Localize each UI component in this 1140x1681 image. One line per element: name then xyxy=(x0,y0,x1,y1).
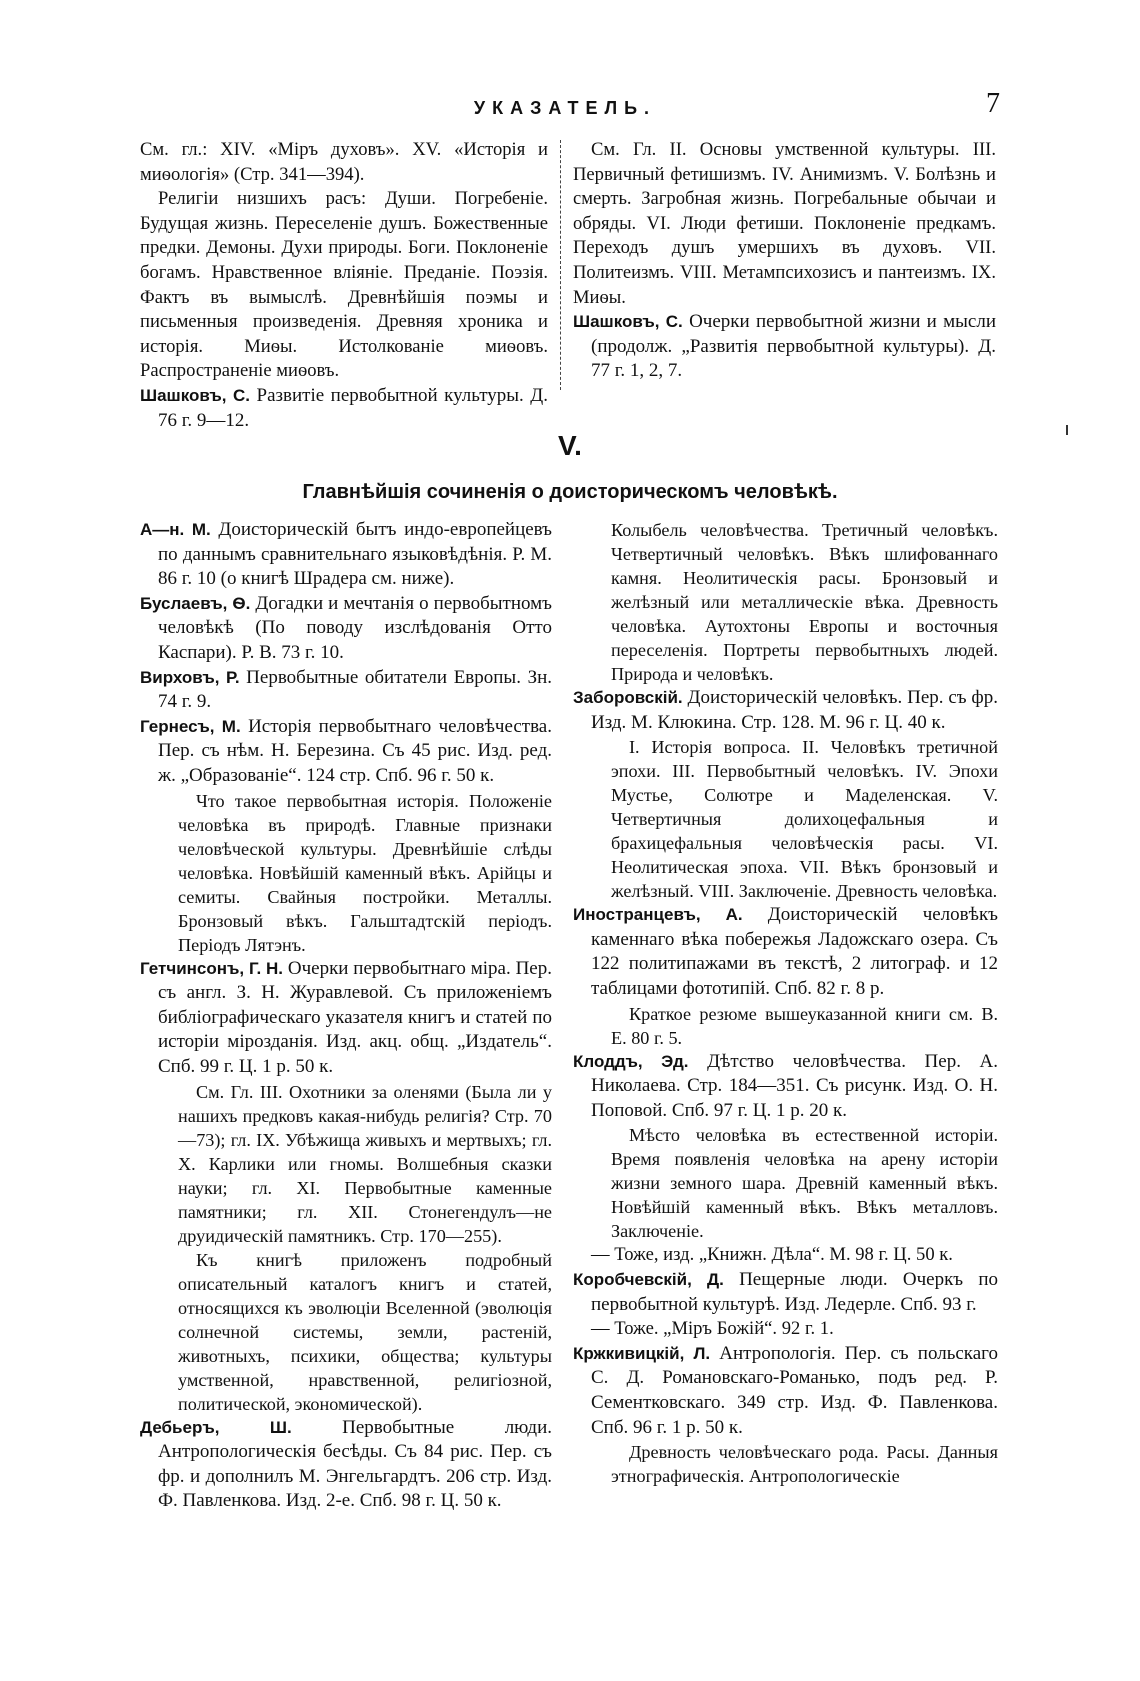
entry-text: I. Исторія вопроса. II. Человѣкъ третичной эпохи. III. Первобытный человѣкъ. IV. Эпохи Мустье, Солютре и Маделенская. V. Четвертичныя долихоцефальныя и брахицефальныя человѣческія расы. VI. Неолитическая эпоха. VII. Вѣкъ бронзовый и желѣзный. VIII. Заключеніе. Древность человѣка. xyxy=(611,737,998,902)
top-right-column xyxy=(573,138,996,384)
entry-text: Исторія первобытнаго человѣчества. Пер. съ нѣм. Н. Березина. Съ 45 рис. Изд. ред. ж. „Образованіе“. 124 стр. Спб. 96 г. 50 к. xyxy=(158,715,552,786)
main-right-column xyxy=(573,518,998,1488)
annotation-text xyxy=(140,1248,552,1416)
entry-text: Развитіе первобытной культуры. Д. 76 г. 9—12. xyxy=(158,384,548,431)
bibliography-entry xyxy=(140,518,552,592)
entry-author: Коробчевскій, Д. xyxy=(573,1269,724,1289)
bibliography-entry xyxy=(140,592,552,666)
bibliography-entry xyxy=(140,666,552,715)
entry-text: Древность человѣческаго рода. Расы. Данныя этнографическія. Антропологическіе xyxy=(611,1442,998,1487)
entry-author: А—н. М. xyxy=(140,520,211,539)
annotation-text xyxy=(140,187,548,384)
entry-text: Первобытные обитатели Европы. Зн. 74 г. 9. xyxy=(158,666,553,713)
entry-text: Антропологія. Пер. съ польскаго С. Д. Романовскаго-Романько, подъ ред. Р. Сементковскаго. 349 стр. Изд. Ф. Павленкова. Спб. 96 г. 1 р. 50 к. xyxy=(591,1342,998,1438)
bibliography-entry xyxy=(140,957,552,1080)
entry-text: Первобытные люди. Антропологическія бесѣды. Съ 84 рис. Пер. съ фр. и дополнилъ М. Энгельгардтъ. 206 стр. Изд. Ф. Павленкова. Изд. 2-е. Спб. 98 г. Ц. 50 к. xyxy=(158,1416,552,1512)
entry-text: Что такое первобытная исторія. Положеніе человѣка въ природѣ. Главные признаки человѣческой культуры. Древнѣйшіе слѣды человѣка. Новѣйшій каменный вѣкъ. Арійцы и семиты. Свайныя постройки. Металлы. Бронзовый вѣкъ. Гальштадтскій періодъ. Періодъ Лятэнъ. xyxy=(178,790,552,955)
entry-text: Очерки первобытной жизни и мысли (продолж. „Развитія первобытной культуры). Д. 77 г. 1, 2, 7. xyxy=(591,311,996,382)
entry-author: Кржкивицкій, Л. xyxy=(573,1343,711,1363)
main-left-column xyxy=(140,518,552,1514)
page-header xyxy=(130,88,1000,122)
entry-author: Заборовскій. xyxy=(573,688,683,707)
entry-text: См. Гл. III. Охотники за оленями (Была ли у нашихъ предковъ какая-нибудь религія? Стр. 70—73); гл. IX. Убѣжища живыхъ и мертвыхъ; гл. X. Карлики или гномы. Волшебныя сказки науки; гл. XI. Первобытные каменные памятники; гл. XII. Стонегендулъ—не друидическій памятникъ. Стр. 170—255). xyxy=(178,1081,552,1246)
annotation-text xyxy=(140,138,548,187)
bibliography-entry xyxy=(140,1416,552,1514)
annotation-text xyxy=(573,138,996,310)
entry-text: — Тоже. „Міръ Божій“. 92 г. 1. xyxy=(591,1318,834,1340)
entry-text: Доисторическій бытъ индо-европейцевъ по даннымъ сравнительнаго языковѣдѣнія. Р. М. 86 г. 10 (о книгѣ Шрадера см. ниже). xyxy=(158,519,553,590)
entry-text: Мѣсто человѣка въ естественной исторіи. Время появленія человѣка на арену исторіи жизни земного шара. Древній каменный вѣкъ. Новѣйшій каменный вѣкъ. Вѣкъ металловъ. Заключеніе. xyxy=(611,1125,998,1242)
entry-text: — Тоже, изд. „Книжн. Дѣла“. М. 98 г. Ц. 50 к. xyxy=(591,1244,953,1266)
entry-author: Вирховъ, Р. xyxy=(140,667,240,687)
entry-author: Клоддъ, Эд. xyxy=(573,1051,689,1071)
annotation-text xyxy=(573,1243,998,1268)
column-divider xyxy=(560,140,561,390)
bibliography-entry xyxy=(573,1050,998,1124)
entry-text: Дѣтство человѣчества. Пер. А. Николаева. Стр. 184—351. Съ рисунк. Изд. О. Н. Поповой. Спб. 97 г. Ц. 1 р. 20 к. xyxy=(591,1050,999,1121)
annotation-text xyxy=(140,789,552,957)
section-title: Главнѣйшія сочиненія о доисторическомъ человѣкѣ. xyxy=(302,481,838,503)
entry-text: Къ книгѣ приложенъ подробный описательный каталогъ книгъ и статей, относящихся къ эволюціи Вселенной (эволюція солнечной системы, земли, растеній, животныхъ, психики, общества; культуры умственной, нравственной, религіозной, политической, экономической). xyxy=(178,1249,552,1414)
entry-author: Гернесъ, М. xyxy=(140,716,241,736)
bibliography-entry xyxy=(573,686,998,735)
entry-text: Доисторическій человѣкъ. Пер. съ фр. Изд. М. Клюкина. Стр. 128. М. 96 г. Ц. 40 к. xyxy=(591,687,998,733)
entry-text: Краткое резюме вышеуказанной книги см. В. Е. 80 г. 5. xyxy=(611,1003,998,1048)
annotation-text xyxy=(573,1002,998,1050)
entry-author: Шашковъ, С. xyxy=(140,385,250,405)
section-number: V. xyxy=(558,430,582,461)
bibliography-entry xyxy=(140,715,552,789)
annotation-text xyxy=(573,1317,998,1342)
entry-text: Догадки и мечтанія о первобытномъ человѣкѣ (По поводу изслѣдованія Отто Каспари). Р. В. 73 г. 10. xyxy=(158,592,552,663)
page-number: 7 xyxy=(986,88,1000,119)
entry-text: Религіи низшихъ расъ: Души. Погребеніе. Будущая жизнь. Переселеніе душъ. Божественные предки. Демоны. Духи природы. Боги. Поклоненіе богамъ. Нравственное вліяніе. Преданіе. Поэзія. Фактъ въ вымыслѣ. Древнѣйшія поэмы и письменныя произведенія. Древняя хроника и исторія. Миѳы. Истолкованіе миѳовъ. Распространеніе миѳовъ. xyxy=(140,188,548,382)
bibliography-entry xyxy=(573,310,996,384)
entry-author: Гетчинсонъ, Г. Н. xyxy=(140,958,284,978)
entry-author: Шашковъ, С. xyxy=(573,312,683,332)
annotation-text xyxy=(140,1080,552,1248)
entry-text: Доисторическій человѣкъ каменнаго вѣка побережья Ладожскаго озера. Съ 122 политипажами въ текстѣ, 2 литограф. и 12 таблицами фототипій. Спб. 82 г. 8 р. xyxy=(591,904,999,999)
entry-text: См. гл.: XIV. «Міръ духовъ». XV. «Исторія и миѳологія» (Стр. 341—394). xyxy=(140,139,548,185)
top-left-column xyxy=(140,138,548,433)
entry-text: См. Гл. II. Основы умственной культуры. III. Первичный фетишизмъ. IV. Анимизмъ. V. Болѣзнь и смерть. Загробная жизнь. Погребальные обычаи и обряды. VI. Люди фетиши. Поклоненіе предкамъ. Переходъ душъ умершихъ въ духовъ. VII. Политеизмъ. VIII. Метампсихозисъ и пантеизмъ. IX. Миѳы. xyxy=(573,139,996,308)
entry-author: Дебьеръ, Ш. xyxy=(140,1417,292,1437)
bibliography-entry xyxy=(573,1342,998,1440)
entry-text: Колыбель человѣчества. Третичный человѣкъ. Четвертичный человѣкъ. Вѣкъ шлифованнаго камня. Неолитическія расы. Бронзовый и желѣзный или металлическіе вѣка. Древность человѣка. Аутохтоны Европы и восточныя переселенія. Портреты первобытныхъ людей. Природа и человѣкъ. xyxy=(611,520,998,684)
bibliography-entry xyxy=(573,903,998,1001)
entry-text: Очерки первобытнаго міра. Пер. съ англ. З. Н. Журавлевой. Съ приложеніемъ библіографическаго указателя книгъ и статей по исторіи мірозданія. Изд. акц. общ. „Издатель“. Спб. 99 г. Ц. 1 р. 50 к. xyxy=(158,957,552,1077)
bibliography-entry xyxy=(140,384,548,433)
bibliography-entry xyxy=(573,1268,998,1317)
annotation-text xyxy=(573,735,998,903)
annotation-text xyxy=(573,1123,998,1243)
running-title: УКАЗАТЕЛЬ. xyxy=(473,98,657,118)
entry-text: Пещерные люди. Очеркъ по первобытной культурѣ. Изд. Ледерле. Спб. 93 г. xyxy=(591,1268,999,1315)
annotation-text xyxy=(573,518,998,686)
entry-author: Буслаевъ, Ѳ. xyxy=(140,593,251,613)
entry-author: Иностранцевъ, А. xyxy=(573,905,743,925)
annotation-text xyxy=(573,1440,998,1488)
